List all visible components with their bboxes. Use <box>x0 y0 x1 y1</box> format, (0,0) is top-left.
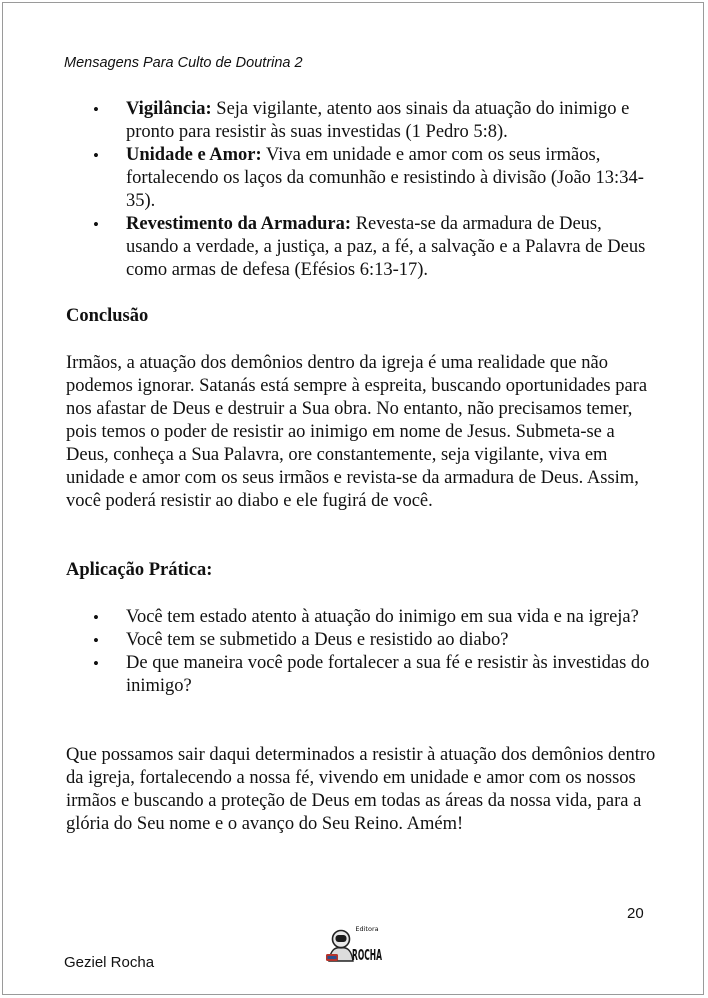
page-number: 20 <box>627 905 644 922</box>
list-item-text: Seja vigilante, atento aos sinais da atuação do inimigo e pronto para resistir às suas investidas (1 Pedro 5:8). <box>126 99 630 142</box>
list-item-text: Viva em unidade e amor com os seus irmãos, fortalecendo os laços da comunhão e resistindo à divisão (João 13:34-35). <box>126 145 644 211</box>
publisher-logo <box>321 923 387 967</box>
guidance-list <box>66 98 656 282</box>
list-item-term: Revestimento da Armadura: <box>126 214 352 234</box>
list-item: • Você tem se submetido a Deus e resistido ao diabo? <box>66 629 656 652</box>
application-questions <box>66 606 656 698</box>
list-item-text: Revesta-se da armadura de Deus, usando a verdade, a justiça, a paz, a fé, a salvação e a Palavra de Deus como armas de defesa (Efésios 6:13-17). <box>126 214 646 280</box>
list-item: • De que maneira você pode fortalecer a sua fé e resistir às investidas do inimigo? <box>66 652 656 698</box>
conclusion-paragraph: Irmãos, a atuação dos demônios dentro da igreja é uma realidade que não podemos ignorar. Satanás está sempre à espreita, buscando oportunidades para nos afastar de Deus e destruir a Sua obra. No entanto, não precisamos temer, pois temos o poder de resistir ao inimigo em nome de Jesus. Submeta-se a Deus, conheça a Sua Palavra, ore constantemente, seja vigilante, viva em unidade e amor com os seus irmãos e revista-se da armadura de Deus. Assim, você poderá resistir ao diabo e ele fugirá de você. <box>66 353 648 511</box>
logo-tagline: Editora <box>355 925 379 933</box>
conclusion-heading: Conclusão <box>66 306 149 326</box>
list-item <box>66 98 656 144</box>
application-heading: Aplicação Prática: <box>66 560 213 580</box>
list-item <box>66 213 656 282</box>
logo-wordmark: ROCHA <box>352 946 383 964</box>
list-item: • Você tem estado atento à atuação do inimigo em sua vida e na igreja? <box>66 606 656 629</box>
list-item-term: Vigilância: <box>126 99 212 119</box>
astronaut-icon <box>326 931 353 962</box>
author-name: Geziel Rocha <box>64 954 155 971</box>
running-header: Mensagens Para Culto de Doutrina 2 <box>64 55 303 71</box>
list-item <box>66 144 656 213</box>
closing-paragraph: Que possamos sair daqui determinados a resistir à atuação dos demônios dentro da igreja, fortalecendo a nossa fé, vivendo em unidade e amor com os nossos irmãos e buscando a proteção de Deus em todas as áreas da nossa vida, para a glória do Seu nome e o avanço do Seu Reino. Amém! <box>66 745 656 834</box>
list-item-term: Unidade e Amor: <box>126 145 262 165</box>
document-page <box>2 2 704 995</box>
